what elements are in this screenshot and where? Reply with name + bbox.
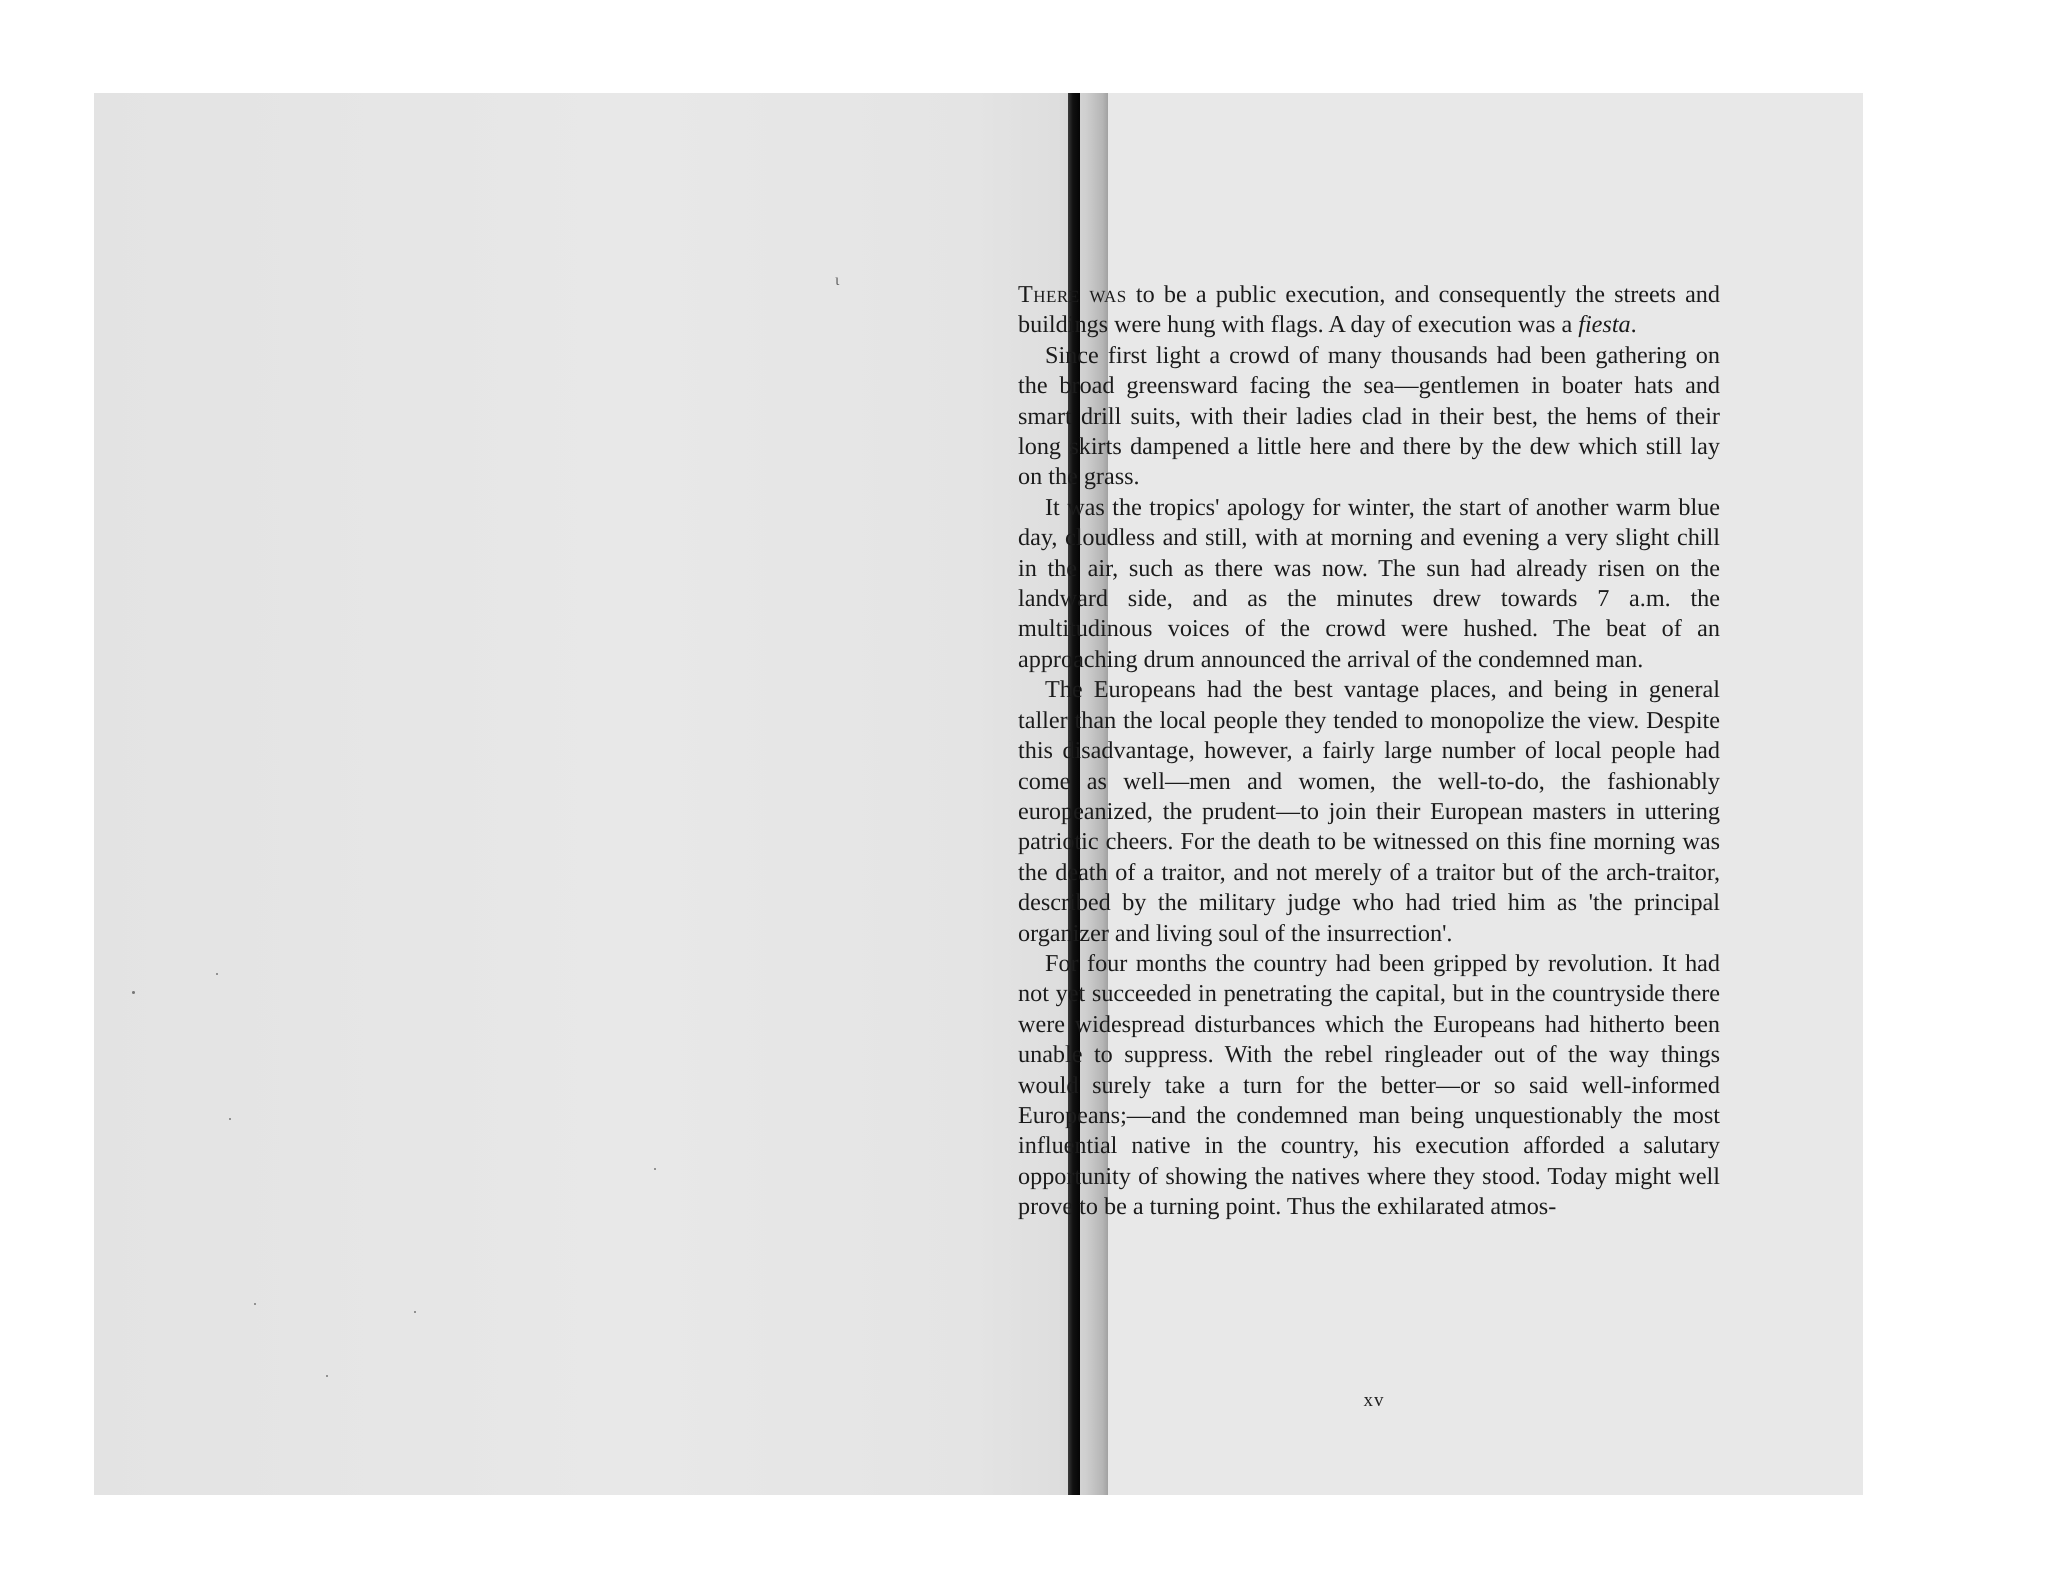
left-page-blank [94,93,994,1495]
page-number: xv [1363,1390,1385,1411]
opening-smallcaps: There was [1018,281,1127,308]
paragraph-2: Since first light a crowd of many thousands had been gathering on the broad greensward facing the sea—gentlemen in boater hats and smart drill suits, with their ladies clad in their best, the hems of their long skirts dampened a little here and there by the dew which still lay on the grass. [1018,341,1720,491]
page-body-text [1018,280,1720,1223]
stray-mark: ι [835,272,840,289]
opening-text: to be a public execution, and consequently the streets and buildings were hung with flags. A day of execution was a [1018,281,1720,339]
opening-paragraph [1018,280,1720,341]
opening-italic: fiesta [1578,311,1631,339]
opening-end: . [1630,311,1637,339]
paragraph-5: For four months the country had been gripped by revolution. It had not yet succeeded in penetrating the capital, but in the countryside there were widespread disturbances which the Europeans had hitherto been unable to suppress. With the rebel ringleader out of the way things would surely take a turn for the better—or so said well-informed Europeans;—and the condemned man being unquestionably the most influential native in the country, his execution afforded a salutary opportunity of showing the natives where they stood. Today might well prove to be a turning point. Thus the exhilarated atmos- [1018,949,1720,1221]
paragraph-3: It was the tropics' apology for winter, the start of another warm blue day, cloudless and still, with at morning and evening a very slight chill in the air, such as there was now. The sun had already risen on the landward side, and as the minutes drew towards 7 a.m. the multitudinous voices of the crowd were hushed. The beat of an approaching drum announced the arrival of the condemned man. [1018,493,1720,673]
paragraph-4: The Europeans had the best vantage places, and being in general taller than the local people they tended to monopolize the view. Despite this disadvantage, however, a fairly large number of local people had come as well—men and women, the well-to-do, the fashionably europeanized, the prudent—to join their European masters in uttering patriotic cheers. For the death to be witnessed on this fine morning was the death of a traitor, and not merely of a traitor but of the arch-traitor, described by the military judge who had tried him as 'the principal organizer and living soul of the insurrection'. [1018,676,1720,947]
